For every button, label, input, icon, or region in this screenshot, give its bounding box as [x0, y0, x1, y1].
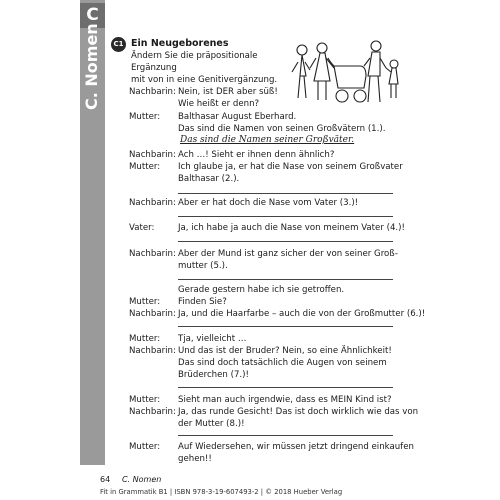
speaker-label: Mutter:: [129, 334, 161, 344]
speaker-label: Nachbarin:: [129, 198, 176, 208]
dialog-text: Wie heißt er denn?: [178, 99, 260, 109]
speaker-label: Mutter:: [129, 395, 161, 405]
exercise-title: Ein Neugeborenes: [131, 38, 229, 49]
chapter-title: C. Nomen: [82, 23, 101, 110]
publication-info: Fit in Grammatik B1 | ISBN 978-3-19-607493-2 | © 2018 Hueber Verlag: [100, 488, 343, 496]
answer-line[interactable]: [178, 326, 393, 327]
chapter-letter: C: [80, 3, 105, 28]
dialog-text: mutter (5.).: [178, 261, 228, 271]
speaker-label: Mutter:: [129, 442, 161, 452]
answer-line[interactable]: [178, 216, 393, 217]
dialog-text: Ja, ich habe ja auch die Nase von meinem Vater (4.)!: [178, 223, 405, 233]
dialog-text: Gerade gestern habe ich sie getroffen.: [178, 285, 345, 295]
answer-line[interactable]: [178, 279, 393, 280]
dialog-text: gehen!!: [178, 454, 212, 464]
speaker-label: Nachbarin:: [129, 309, 176, 319]
dialog-text: Aber der Mund ist ganz sicher der von seiner Groß-: [178, 249, 398, 259]
dialog-text: Auf Wiedersehen, wir müssen jetzt dringend einkaufen: [178, 442, 414, 452]
answer-line[interactable]: [178, 387, 393, 388]
dialog-text: Finden Sie?: [178, 297, 227, 307]
dialog-text: Das sind die Namen von seinen Großvätern (1.).: [178, 124, 386, 134]
dialog-text: Ja, das runde Gesicht! Das ist doch wirklich wie das von: [178, 407, 419, 417]
answer-line[interactable]: [178, 241, 393, 242]
speaker-label: Nachbarin:: [129, 346, 176, 356]
dialog-text: Sieht man auch irgendwie, dass es MEIN Kind ist?: [178, 395, 392, 405]
dialog-text: Ja, und die Haarfarbe – auch die von der Großmutter (6.)!: [178, 309, 426, 319]
speaker-label: Nachbarin:: [129, 407, 176, 417]
dialog-text: Balthasar August Eberhard.: [178, 112, 297, 122]
dialog-text: Das sind doch tatsächlich die Augen von seinem: [178, 358, 387, 368]
answer-line[interactable]: [178, 435, 393, 436]
instruction-line-2: mit von in eine Genitivergänzung.: [131, 75, 278, 85]
footer-chapter: C. Nomen: [122, 475, 162, 484]
speaker-label: Nachbarin:: [129, 150, 176, 160]
instruction-line-1: Ändern Sie die präpositionale Ergänzung: [131, 51, 258, 73]
dialog-text: Tja, vielleicht …: [178, 334, 247, 344]
dialog-text: Und das ist der Bruder? Nein, so eine Ähnlichkeit!: [178, 346, 392, 356]
dialog-text: Ach …! Sieht er ihnen denn ähnlich?: [178, 150, 335, 160]
dialog-text: der Mutter (8.)!: [178, 419, 245, 429]
dialog-text: Aber er hat doch die Nase vom Vater (3.)!: [178, 198, 359, 208]
speaker-label: Nachbarin:: [129, 87, 176, 97]
dialog-text: Ich glaube ja, er hat die Nase von seinem Großvater: [178, 162, 403, 172]
speaker-label: Mutter:: [129, 297, 161, 307]
family-stroller-illustration: [288, 36, 406, 114]
speaker-label: Mutter:: [129, 112, 161, 122]
speaker-label: Mutter:: [129, 162, 161, 172]
example-answer: Das sind die Namen seiner Großväter.: [180, 135, 355, 145]
speaker-label: Vater:: [129, 223, 155, 233]
exercise-badge: C1: [111, 37, 126, 52]
speaker-label: Nachbarin:: [129, 249, 176, 259]
dialog-text: Balthasar (2.).: [178, 174, 240, 184]
page-number: 64: [100, 475, 111, 484]
answer-line[interactable]: [178, 193, 393, 194]
dialog-text: Nein, ist DER aber süß!: [178, 87, 278, 97]
chapter-sidebar: [80, 0, 105, 465]
dialog-text: Brüderchen (7.)!: [178, 370, 249, 380]
exercise-instruction: [131, 50, 291, 86]
